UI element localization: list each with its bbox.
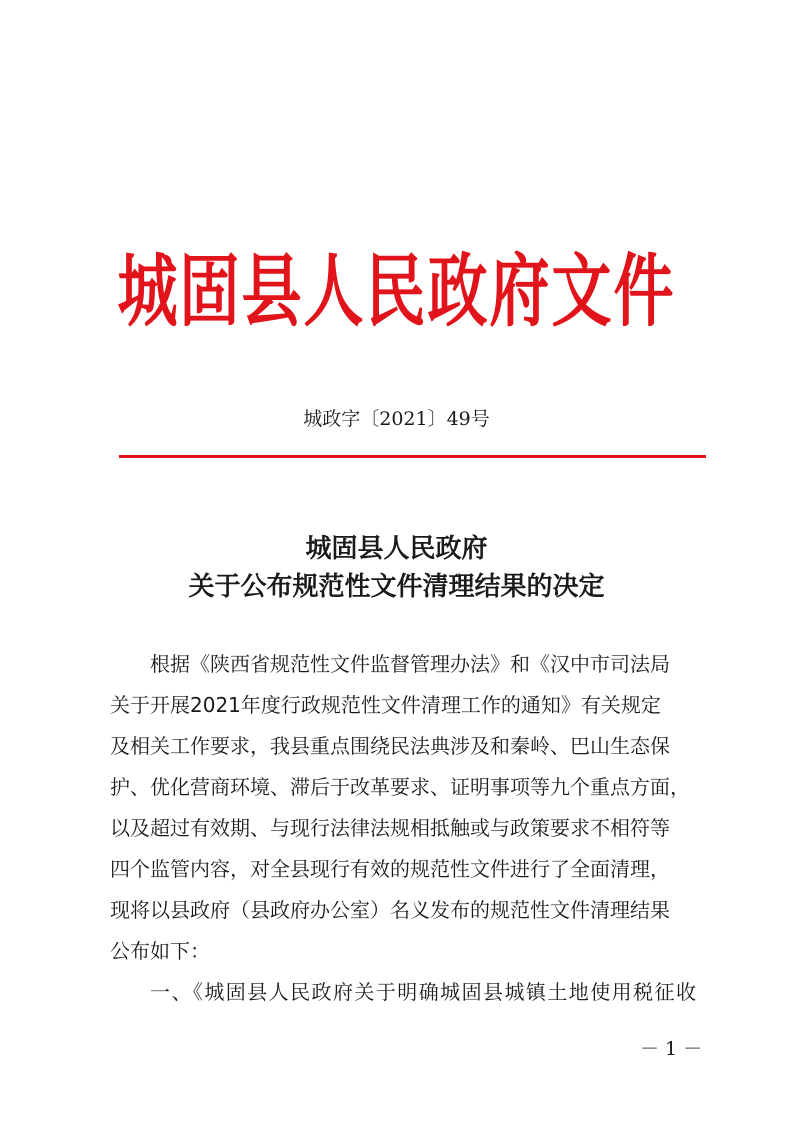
red-separator-rule: [119, 455, 706, 458]
text-line: 根据《陕西省规范性文件监督管理办法》和《汉中市司法局: [150, 652, 670, 676]
page-number: － 1 －: [640, 1038, 703, 1060]
text-line: 以及超过有效期、与现行法律法规相抵触或与政策要求不相符等: [110, 816, 670, 840]
document-number: 城政字〔2021〕49号: [303, 408, 490, 430]
text-line: 现将以县政府（县政府办公室）名义发布的规范性文件清理结果: [110, 898, 670, 922]
text-line: 护、优化营商环境、滞后于改革要求、证明事项等九个重点方面，: [110, 775, 690, 799]
masthead-text: 城固县人民政府文件: [117, 245, 676, 339]
paragraph-1: [110, 644, 696, 972]
document-title: [0, 530, 793, 606]
document-masthead: [0, 245, 793, 339]
text-line: 公布如下：: [110, 939, 210, 963]
text-line: 一、《城固县人民政府关于明确城固县城镇土地使用税征收: [150, 980, 696, 1004]
text-line: 四个监管内容，对全县现行有效的规范性文件进行了全面清理，: [110, 857, 670, 881]
document-body: [110, 644, 696, 1013]
text-line: 关于开展2021年度行政规范性文件清理工作的通知》有关规定: [110, 693, 661, 717]
text-line: 及相关工作要求，我县重点围绕民法典涉及和秦岭、巴山生态保: [110, 734, 670, 758]
title-line-1: 城固县人民政府: [305, 534, 488, 564]
title-line-2: 关于公布规范性文件清理结果的决定: [188, 572, 605, 602]
paragraph-2: [110, 972, 696, 1013]
